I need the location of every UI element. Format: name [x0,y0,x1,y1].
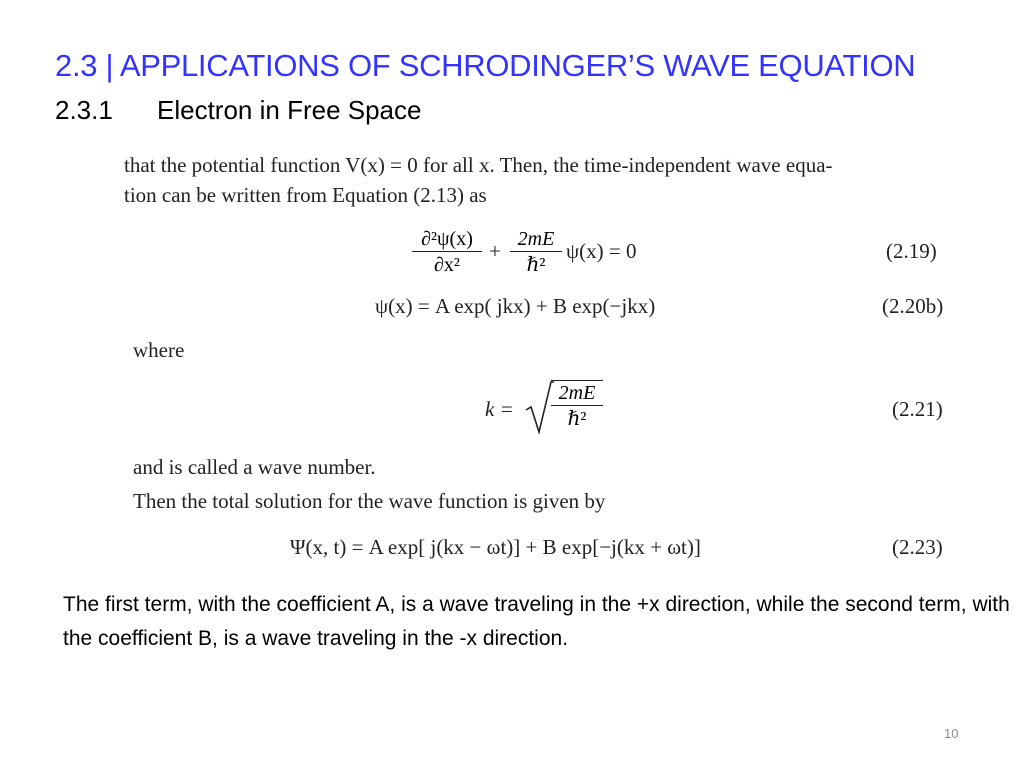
eq-219-frac2-numerator: 2mE [510,227,562,252]
explanation-paragraph: The first term, with the coefficient A, is a wave traveling in the +x direction, while the second term, with the coefficient B, is a wave traveling in the -x direction. [63,593,1010,650]
section-subtitle [55,95,421,126]
slide-title: 2.3 | APPLICATIONS OF SCHRODINGER’S WAVE EQUATION [55,48,916,83]
eq-221-numerator: 2mE [551,381,603,406]
eq-221-number: (2.21) [892,397,943,421]
eq-219-frac1-denominator: ∂x² [434,254,460,276]
eq-219-plus: + [489,239,501,263]
eq-219-frac2-denominator: ℏ² [526,254,546,276]
eq-221-denominator: ℏ² [567,408,587,430]
square-root-icon [524,380,554,436]
intro-line-1: that the potential function V(x) = 0 for all x. Then, the time-independent wave equa- [124,153,833,177]
equation-2-23: Ψ(x, t) = A exp[ j(kx − ωt)] + B exp[−j(kx + ωt)] [290,535,701,559]
eq-219-fraction-2 [510,227,562,278]
eq-219-fraction-1 [412,227,482,278]
eq-219-frac1-numerator: ∂²ψ(x) [412,227,482,252]
intro-line-2: tion can be written from Equation (2.13) as [124,183,487,207]
eq-221-lhs: k = [485,397,514,421]
page-number: 10 [944,726,959,741]
wave-number-line: and is called a wave number. [133,455,376,479]
total-solution-line: Then the total solution for the wave function is given by [133,489,606,513]
subtitle-number: 2.3.1 [55,95,113,125]
where-text: where [133,338,185,362]
subtitle-text: Electron in Free Space [157,95,422,125]
eq-219-number: (2.19) [886,239,937,263]
eq-221-fraction [551,380,603,432]
eq-219-rhs: ψ(x) = 0 [566,239,637,263]
eq-223-number: (2.23) [892,535,943,559]
eq-220b-number: (2.20b) [882,294,944,318]
equation-2-20b: ψ(x) = A exp( jkx) + B exp(−jkx) [375,294,656,318]
